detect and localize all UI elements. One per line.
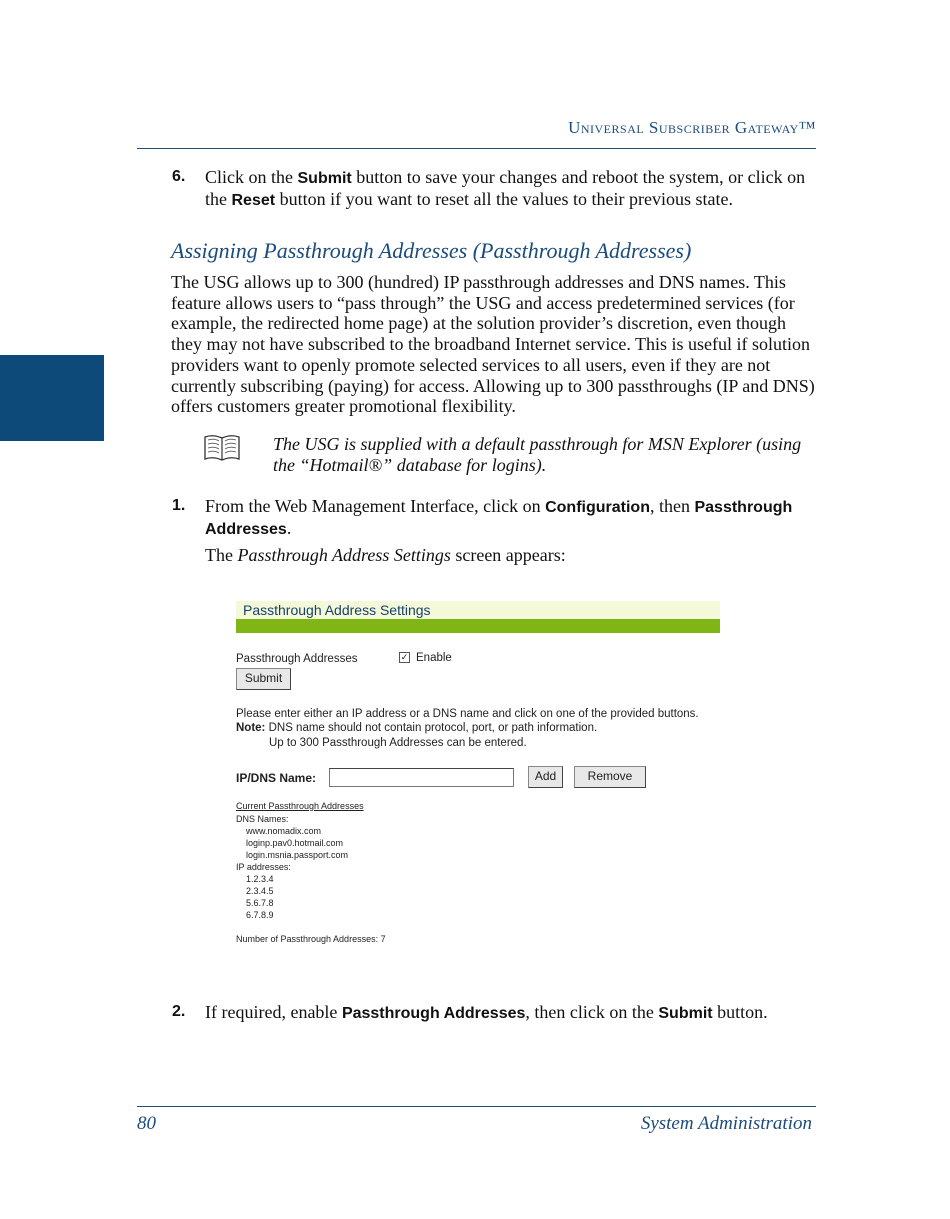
note-label: Note: <box>236 722 266 734</box>
chapter-tab <box>0 355 104 441</box>
section-heading: Assigning Passthrough Addresses (Passthrough Addresses) <box>171 238 692 263</box>
step-1 <box>172 496 817 540</box>
bold-passthrough: Passthrough Addresses <box>205 499 793 538</box>
text: , then <box>649 496 695 516</box>
current-addresses-label: Current Passthrough Addresses <box>236 801 364 811</box>
step-2 <box>172 1002 817 1024</box>
pa-label: Passthrough Addresses <box>236 653 358 665</box>
running-header: Universal Subscriber Gateway™ <box>568 118 816 137</box>
text: button. <box>712 1002 768 1022</box>
bold-submit: Submit <box>297 170 352 187</box>
text: button if you want to reset all the values to their previous state. <box>275 189 733 209</box>
bold-configuration: Configuration <box>545 499 650 516</box>
address-count: Number of Passthrough Addresses: 7 <box>236 934 386 944</box>
note-limit: Up to 300 Passthrough Addresses can be entered. <box>269 737 527 749</box>
ipdns-input[interactable] <box>329 768 514 787</box>
enable-label: Enable <box>416 652 452 664</box>
ipdns-label: IP/DNS Name: <box>236 771 317 785</box>
text: If required, enable <box>205 1002 342 1022</box>
bold-passthrough: Passthrough Addresses <box>341 1005 526 1022</box>
header-rule <box>137 148 816 149</box>
note-text: The USG is supplied with a default passthrough for MSN Explorer (using the “Hotmail®” database for logins). <box>273 434 802 475</box>
text: , then click on the <box>525 1002 659 1022</box>
text: . <box>286 518 292 538</box>
dns-entry: www.nomadix.com <box>246 826 322 836</box>
ip-entry: 2.3.4.5 <box>246 886 274 896</box>
screen-appears-text <box>205 545 566 566</box>
footer-section: System Administration <box>640 1113 812 1134</box>
step-text <box>205 167 817 211</box>
dns-names-label: DNS Names: <box>236 814 289 824</box>
text: button to save your changes and reboot the system, or click on the <box>205 167 806 209</box>
text: The <box>205 545 238 565</box>
screen-title: Passthrough Address Settings <box>243 602 431 618</box>
step-6 <box>172 167 817 211</box>
step-number: 6. <box>172 168 186 185</box>
note-row <box>236 722 597 734</box>
add-button[interactable]: Add <box>528 766 563 788</box>
ip-entry: 1.2.3.4 <box>246 874 274 884</box>
enable-checkbox-row[interactable] <box>399 652 452 664</box>
step-text <box>205 496 817 540</box>
green-bar <box>236 619 720 633</box>
title-bar <box>236 601 720 619</box>
step-text <box>205 1002 817 1024</box>
enable-checkbox[interactable]: ✓ <box>400 652 409 663</box>
screen-name: Passthrough Address Settings <box>237 545 451 565</box>
remove-button[interactable]: Remove <box>574 766 646 788</box>
ip-entry: 5.6.7.8 <box>246 898 274 908</box>
instruction-text: Please enter either an IP address or a DNS name and click on one of the provided buttons. <box>236 708 699 720</box>
passthrough-settings-screenshot <box>236 601 720 951</box>
body-paragraph: The USG allows up to 300 (hundred) IP passthrough addresses and DNS names. This feature allows users to “pass through” the USG and access predetermined services (for example, the redirected home page) at the solution provider’s discretion, even though they may not have subscribed to the broadband Internet service. This is useful if solution providers want to openly promote selected services to all users, even if they are not currently subscribing (paying) for access. Allowing up to 300 passthroughs (IP and DNS) offers customers greater promotional flexibility. <box>171 272 815 417</box>
dns-entry: login.msnia.passport.com <box>246 850 349 860</box>
note-text: DNS name should not contain protocol, port, or path information. <box>265 722 598 734</box>
book-icon <box>203 433 241 463</box>
text: From the Web Management Interface, click on <box>205 496 546 516</box>
step-number: 2. <box>172 1003 186 1020</box>
footer-rule <box>137 1106 816 1107</box>
page-number: 80 <box>137 1113 156 1134</box>
bold-reset: Reset <box>231 192 276 209</box>
ip-entry: 6.7.8.9 <box>246 910 274 920</box>
submit-button[interactable]: Submit <box>236 668 291 690</box>
bold-submit: Submit <box>658 1005 713 1022</box>
text: Click on the <box>205 167 298 187</box>
text: screen appears: <box>450 545 566 565</box>
ip-addresses-label: IP addresses: <box>236 862 291 872</box>
step-number: 1. <box>172 497 186 514</box>
dns-entry: loginp.pav0.hotmail.com <box>246 838 344 848</box>
